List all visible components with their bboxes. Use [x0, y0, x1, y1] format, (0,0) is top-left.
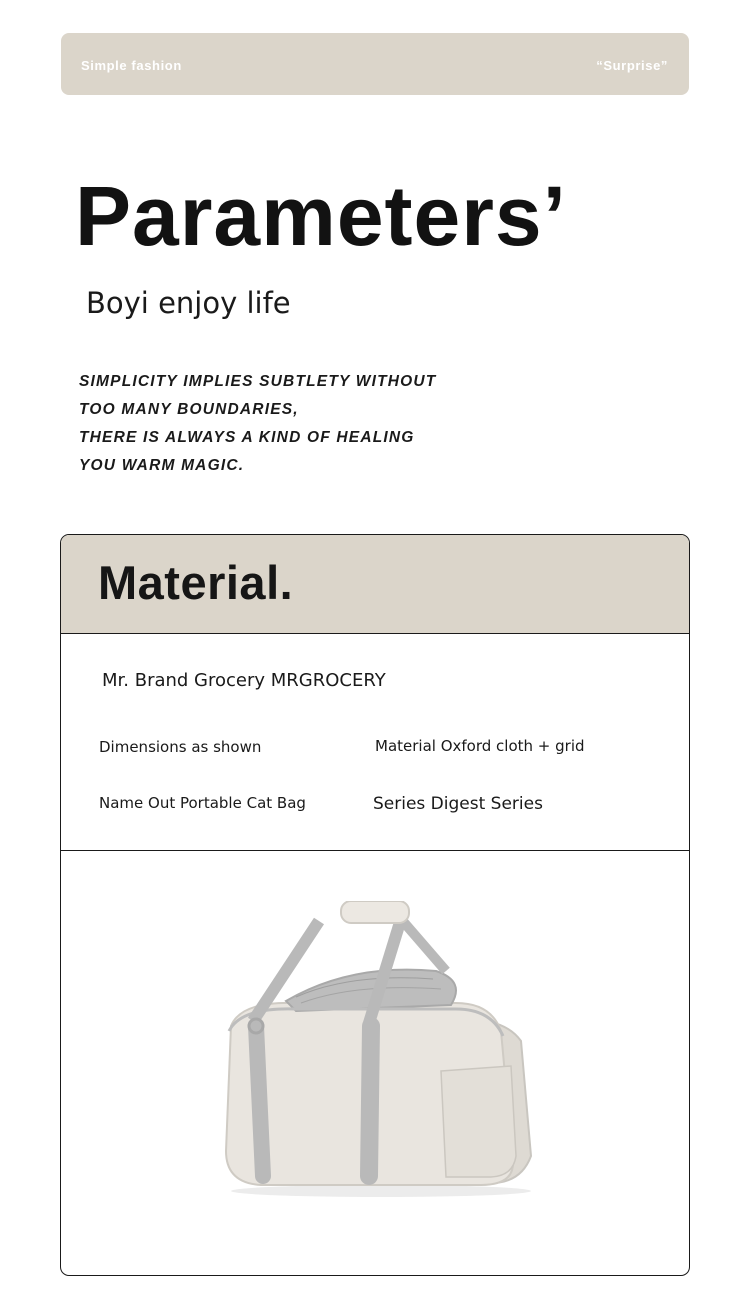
cat-carrier-bag-icon [201, 901, 551, 1201]
page-title: Parameters’ [75, 169, 567, 263]
banner-left-label: Simple fashion [81, 58, 182, 73]
top-banner [61, 33, 689, 95]
tagline-line: YOU WARM MAGIC. [79, 457, 245, 474]
material-card [60, 534, 690, 1276]
material-title: Material. [98, 556, 294, 609]
spec-section [61, 634, 689, 851]
spec-series: Series Digest Series [373, 794, 543, 814]
material-header [61, 535, 689, 634]
page-subtitle: Boyi enjoy life [86, 286, 291, 320]
tagline-line: TOO MANY BOUNDARIES, [79, 401, 299, 418]
banner-right-label: “Surprise” [596, 58, 668, 73]
spec-name: Name Out Portable Cat Bag [99, 794, 306, 812]
spec-dimensions: Dimensions as shown [99, 738, 262, 756]
product-image-section [61, 851, 689, 1275]
tagline-line: SIMPLICITY IMPLIES SUBTLETY WITHOUT [79, 373, 437, 390]
spec-material: Material Oxford cloth + grid [375, 737, 585, 755]
brand-line: Mr. Brand Grocery MRGROCERY [102, 670, 386, 691]
tagline [79, 368, 539, 480]
tagline-line: THERE IS ALWAYS A KIND OF HEALING [79, 429, 415, 446]
